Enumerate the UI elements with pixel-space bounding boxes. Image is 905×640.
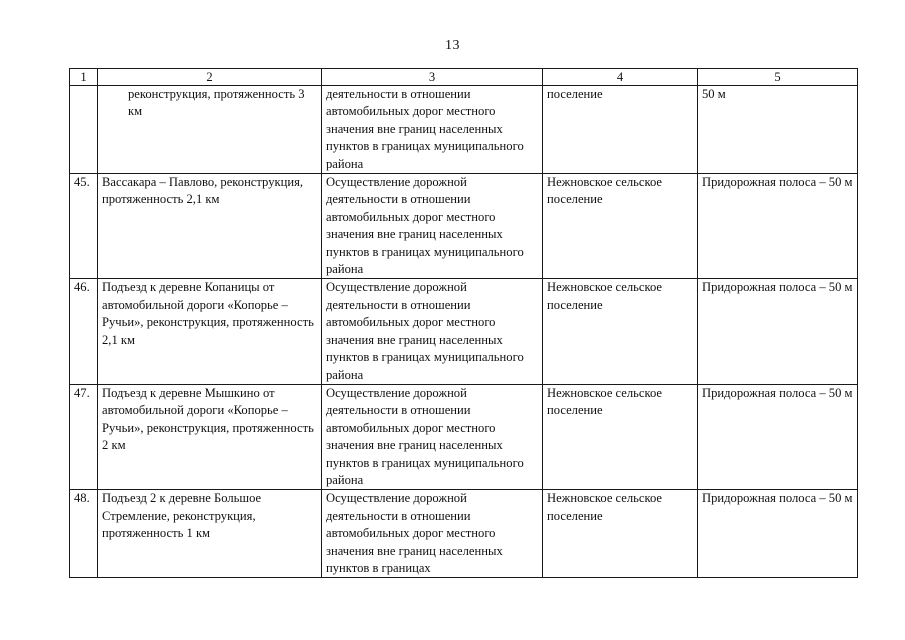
row-number-cell: 45. [70, 174, 98, 279]
zone-cell: Придорожная полоса – 50 м [698, 490, 858, 578]
table-row [70, 86, 858, 174]
object-cell: Подъезд к деревне Мышкино от автомобильной дороги «Копорье – Ручьи», реконструкция, протяженность 2 км [98, 384, 322, 489]
table-row [70, 174, 858, 279]
object-cell: Подъезд к деревне Копаницы от автомобильной дороги «Копорье – Ручьи», реконструкция, протяженность 2,1 км [98, 279, 322, 384]
settlement-cell: Нежновское сельское поселение [543, 490, 698, 578]
zone-cell: 50 м [698, 86, 858, 174]
settlement-cell: Нежновское сельское поселение [543, 174, 698, 279]
object-text: реконструкция, протяженность 3 км [128, 87, 305, 119]
authority-cell: Осуществление дорожной деятельности в отношении автомобильных дорог местного значения вне границ населенных пунктов в границах муниципального района [322, 384, 543, 489]
table-row [70, 279, 858, 384]
zone-cell: Придорожная полоса – 50 м [698, 384, 858, 489]
object-cell: Вассакара – Павлово, реконструкция, протяженность 2,1 км [98, 174, 322, 279]
column-header: 3 [322, 69, 543, 86]
row-number-cell: 47. [70, 384, 98, 489]
authority-cell: Осуществление дорожной деятельности в отношении автомобильных дорог местного значения вне границ населенных пунктов в границах [322, 490, 543, 578]
authority-cell: Осуществление дорожной деятельности в отношении автомобильных дорог местного значения вне границ населенных пунктов в границах муниципального района [322, 174, 543, 279]
table-row [70, 490, 858, 578]
document-table [69, 68, 858, 578]
table-row [70, 384, 858, 489]
column-header: 2 [98, 69, 322, 86]
header-row [70, 69, 858, 86]
authority-cell: деятельности в отношении автомобильных дорог местного значения вне границ населенных пунктов в границах муниципального района [322, 86, 543, 174]
settlement-cell: Нежновское сельское поселение [543, 279, 698, 384]
zone-cell: Придорожная полоса – 50 м [698, 279, 858, 384]
page-number: 13 [445, 38, 460, 53]
object-cell: Подъезд 2 к деревне Большое Стремление, реконструкция, протяженность 1 км [98, 490, 322, 578]
row-number-cell: 46. [70, 279, 98, 384]
column-header: 1 [70, 69, 98, 86]
zone-cell: Придорожная полоса – 50 м [698, 174, 858, 279]
row-number-cell: 48. [70, 490, 98, 578]
object-cell [98, 86, 322, 174]
column-header: 4 [543, 69, 698, 86]
column-header: 5 [698, 69, 858, 86]
row-number-cell [70, 86, 98, 174]
settlement-cell: Нежновское сельское поселение [543, 384, 698, 489]
authority-cell: Осуществление дорожной деятельности в отношении автомобильных дорог местного значения вне границ населенных пунктов в границах муниципального района [322, 279, 543, 384]
settlement-cell: поселение [543, 86, 698, 174]
